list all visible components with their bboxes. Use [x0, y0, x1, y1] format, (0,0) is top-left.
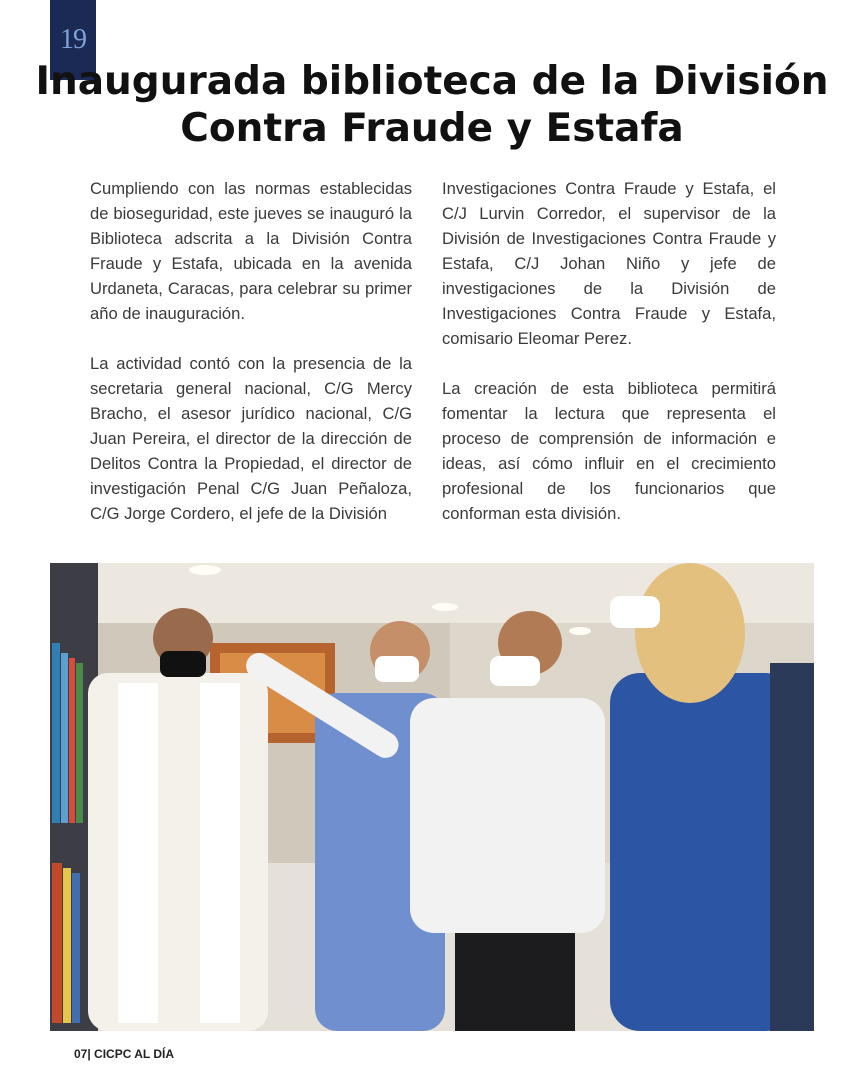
- book: [61, 653, 68, 823]
- woman-hair: [635, 563, 745, 703]
- article-column-right: [442, 176, 776, 551]
- woman-mask: [610, 596, 660, 628]
- paragraph: La creación de esta biblioteca permitirá fomentar la lectura que representa el proceso de comprensión de información e ideas, así cómo influir en el crecimiento profesional de los funcionarios que conforman esta división.: [442, 379, 776, 523]
- book: [52, 643, 60, 823]
- page-footer: 07| CICPC AL DÍA: [74, 1047, 175, 1061]
- priest-mask: [160, 651, 206, 677]
- article-column-left: [90, 176, 412, 551]
- paragraph: Cumpliendo con las normas establecidas de bioseguridad, este jueves se inauguró la Biblioteca adscrita a la División Contra Fraude y Estafa, ubicada en la avenida Urdaneta, Caracas, para celebrar su primer año de inauguración.: [90, 179, 412, 323]
- ceiling-light: [569, 627, 591, 635]
- article-title: Inaugurada biblioteca de la División Contra Fraude y Estafa: [35, 59, 829, 151]
- paragraph: Investigaciones Contra Fraude y Estafa, el C/J Lurvin Corredor, el supervisor de la División de Investigaciones Contra Fraude y Estafa, C/J Johan Niño y jefe de investigaciones de la División de Investigaciones Contra Fraude y Estafa, comisario Eleomar Perez.: [442, 179, 776, 348]
- ceiling-light: [189, 565, 221, 575]
- man-white-shirt: [410, 698, 605, 933]
- man-right-jacket: [770, 663, 814, 1031]
- paragraph: La actividad contó con la presencia de la secretaria general nacional, C/G Mercy Bracho, el asesor jurídico nacional, C/G Juan Pereira, el director de la dirección de Delitos Contra la Propiedad, el director de investigación Penal C/G Juan Peñaloza, C/G Jorge Cordero, el jefe de la División: [90, 354, 412, 523]
- woman-denim-outfit: [610, 673, 795, 1031]
- ceiling-light: [432, 603, 458, 611]
- book: [52, 863, 62, 1023]
- book: [72, 873, 80, 1023]
- book: [69, 658, 75, 823]
- man-mask: [375, 656, 419, 682]
- book: [76, 663, 83, 823]
- man-trousers: [455, 933, 575, 1031]
- stole: [118, 683, 158, 1023]
- center-man-mask: [490, 656, 540, 686]
- photo-illustration: [50, 563, 814, 1031]
- stole: [200, 683, 240, 1023]
- article-photo: [50, 563, 814, 1031]
- book: [63, 868, 71, 1023]
- page-number: 19: [60, 24, 86, 55]
- priest-robe: [88, 673, 268, 1031]
